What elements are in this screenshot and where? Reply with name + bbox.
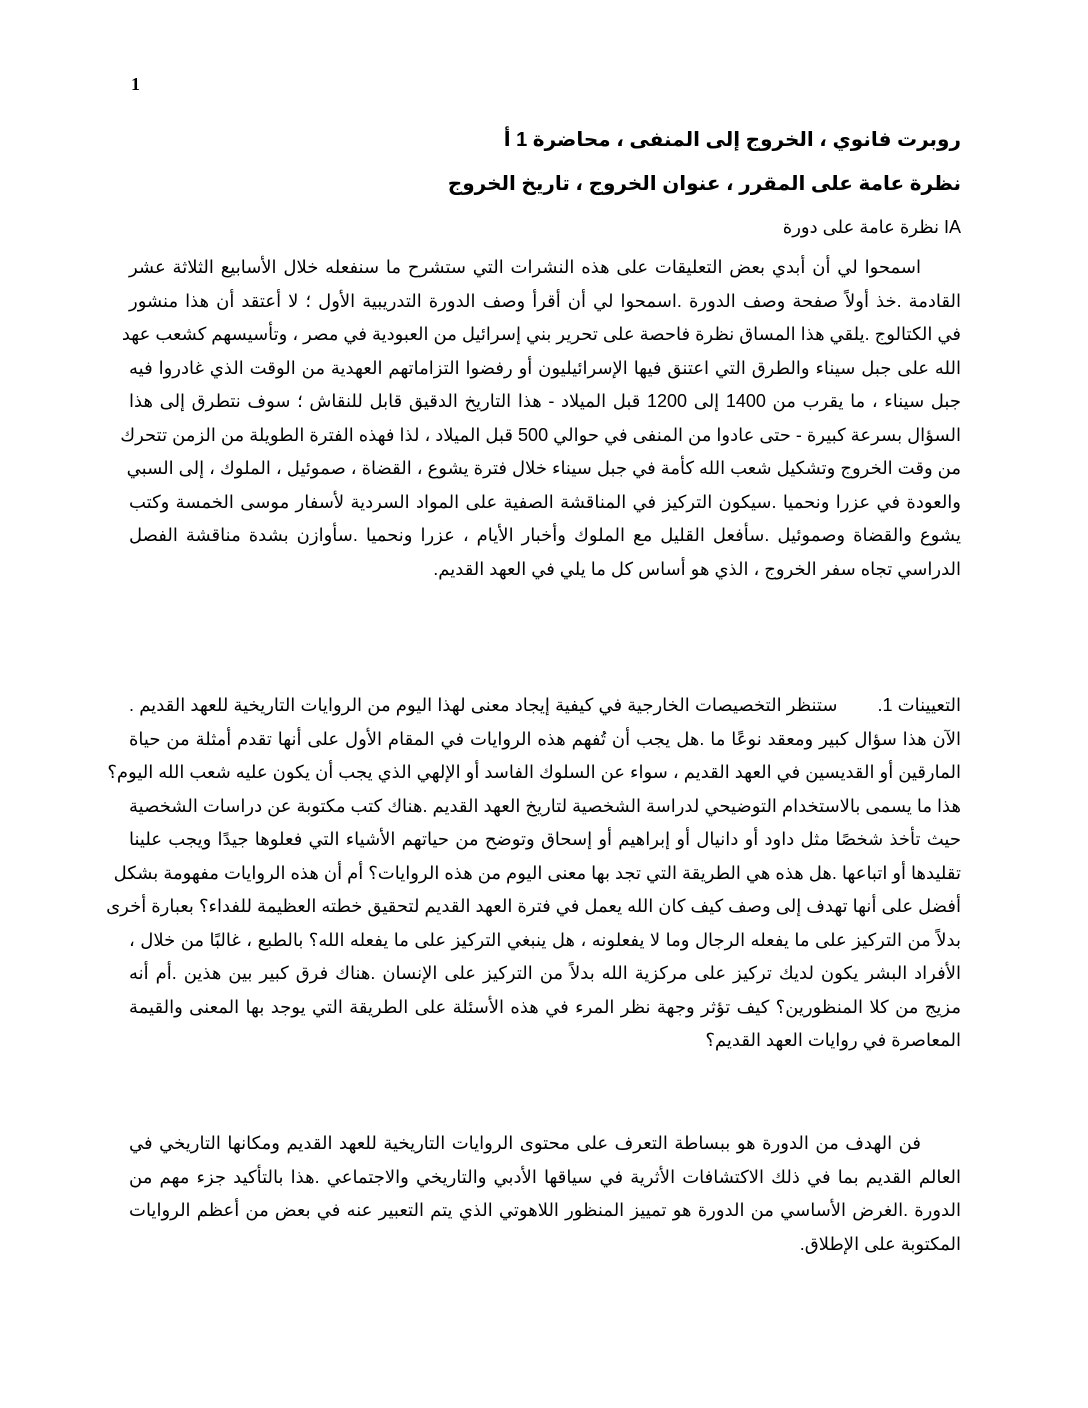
assignments-label: التعيينات (897, 695, 961, 715)
lecture-title: روبرت فانوي ، الخروج إلى المنفى ، محاضرة 1 أ (503, 129, 961, 151)
lecture-subtitle: نظرة عامة على المقرر ، عنوان الخروج ، تاريخ الخروج (447, 173, 961, 195)
paragraph-line: والعودة في عزرا ونحميا .سيكون التركيز في المناقشة الصفية على المواد السردية لأسفار موسى الخمسة وكتب (129, 491, 961, 512)
paragraph-line: الله على جبل سيناء والطرق التي اعتنق فيها الإسرائيليون أو رفضوا التزاماتهم العهدية من الوقت الذي غادروا فيه (129, 357, 961, 378)
paragraph-line: المكتوبة على الإطلاق. (799, 1233, 961, 1254)
paragraph-line: الدورة .الغرض الأساسي من الدورة هو تمييز المنظور اللاهوتي الذي يتم التعبير عنه في بعض من أعظم الروايات (129, 1200, 961, 1220)
list-number: 1. (877, 695, 893, 715)
assignments-first-line (129, 689, 961, 723)
section-heading: IA نظرة عامة على دورة (782, 217, 961, 237)
page-number: 1 (131, 74, 140, 94)
paragraph-line: فن الهدف من الدورة هو ببساطة التعرف على محتوى الروايات التاريخية للعهد القديم ومكانها التاريخي في (129, 1133, 921, 1153)
paragraph-assignments (106, 689, 961, 1058)
paragraph-line: بدلاً من التركيز على ما يفعله الرجال وما لا يفعلونه ، هل ينبغي التركيز على ما يفعله الله؟ بالطبع ، غالبًا من خلال ، (129, 929, 961, 950)
paragraph-course-goal (129, 1127, 961, 1261)
paragraph-line: المارقين أو القديسين في العهد القديم ، سواء عن السلوك الفاسد أو الإلهي الذي يجب أن يكون عليه شعب الله اليوم؟ (107, 762, 961, 782)
paragraph-line: من وقت الخروج وتشكيل شعب الله كأمة في جبل سيناء خلال فترة يشوع ، القضاة ، صموئيل ، الملوك ، إلى السبي (126, 458, 961, 478)
paragraph-line-text: ستنظر التخصيصات الخارجية في كيفية إيجاد معنى لهذا اليوم من الروايات التاريخية للعهد القديم . (129, 695, 838, 715)
paragraph-line: حيث تأخذ شخصًا مثل داود أو دانيال أو إبراهيم أو إسحاق وتوضح من حياتهم الأشياء التي فعلوها جيدًا ويجب علينا (129, 829, 961, 849)
paragraph-line: الأفراد البشر يكون لديك تركيز على مركزية الله بدلاً من التركيز على الإنسان .هناك فرق كبير بين هذين .أم أنه (129, 963, 961, 983)
paragraph-line: القادمة .خذ أولاً صفحة وصف الدورة .اسمحوا لي أن أقرأ وصف الدورة التدريبية الأول ؛ لا أعتقد أن هذا منشور (129, 290, 961, 311)
paragraph-line: تقليدها أو اتباعها .هل هذه هي الطريقة التي تجد بها معنى اليوم من هذه الروايات؟ أم أن هذه الروايات مفهومة بشكل (113, 862, 961, 883)
paragraph-line: في الكتالوج .يلقي هذا المساق نظرة فاحصة على تحرير بني إسرائيل من العبودية في مصر ، وتأسيسهم كشعب عهد (121, 324, 961, 344)
paragraph-line: الدراسي تجاه سفر الخروج ، الذي هو أساس كل ما يلي في العهد القديم. (433, 558, 961, 579)
paragraph-line: الآن هذا سؤال كبير ومعقد نوعًا ما .هل يجب أن تُفهم هذه الروايات في المقام الأول على أنها تقدم أمثلة من حياة (129, 728, 961, 749)
paragraph-line: جبل سيناء ، ما يقرب من 1400 إلى 1200 قبل الميلاد - هذا التاريخ الدقيق قابل للنقاش ؛ سوف نتطرق إلى هذا (129, 391, 961, 411)
paragraph-line: اسمحوا لي أن أبدي بعض التعليقات على هذه النشرات التي ستشرح ما سنفعله خلال الأسابيع الثلاثة عشر (129, 257, 921, 277)
paragraph-line: مزيج من كلا المنظورين؟ كيف تؤثر وجهة نظر المرء في هذه الأسئلة على الطريقة التي يوجد بها المعنى والقيمة (129, 996, 961, 1017)
paragraph-line: أفضل على أنها تهدف إلى وصف كيف كان الله يعمل في فترة العهد القديم لتحقيق خطته العظيمة للفداء؟ بعبارة أخرى (106, 896, 961, 916)
paragraph-line: العالم القديم بما في ذلك الاكتشافات الأثرية في سياقها الأدبي والتاريخي والاجتماعي .هذا بالتأكيد جزء مهم من (129, 1166, 961, 1187)
paragraph-course-overview (120, 251, 961, 586)
paragraph-line: يشوع والقضاة وصموئيل .سأفعل القليل مع الملوك وأخبار الأيام ، عزرا ونحميا .سأوازن بشدة مناقشة الفصل (129, 525, 961, 545)
paragraph-line: المعاصرة في روايات العهد القديم؟ (705, 1030, 961, 1050)
title-block (131, 118, 961, 248)
paragraph-line: السؤال بسرعة كبيرة - حتى عادوا من المنفى في حوالي 500 قبل الميلاد ، لذا فهذه الفترة الطويلة من الزمن تتحرك (120, 424, 961, 445)
paragraph-line: هذا ما يسمى بالاستخدام التوضيحي لدراسة الشخصية لتاريخ العهد القديم .هناك كتب مكتوبة عن دراسات الشخصية (129, 795, 961, 816)
